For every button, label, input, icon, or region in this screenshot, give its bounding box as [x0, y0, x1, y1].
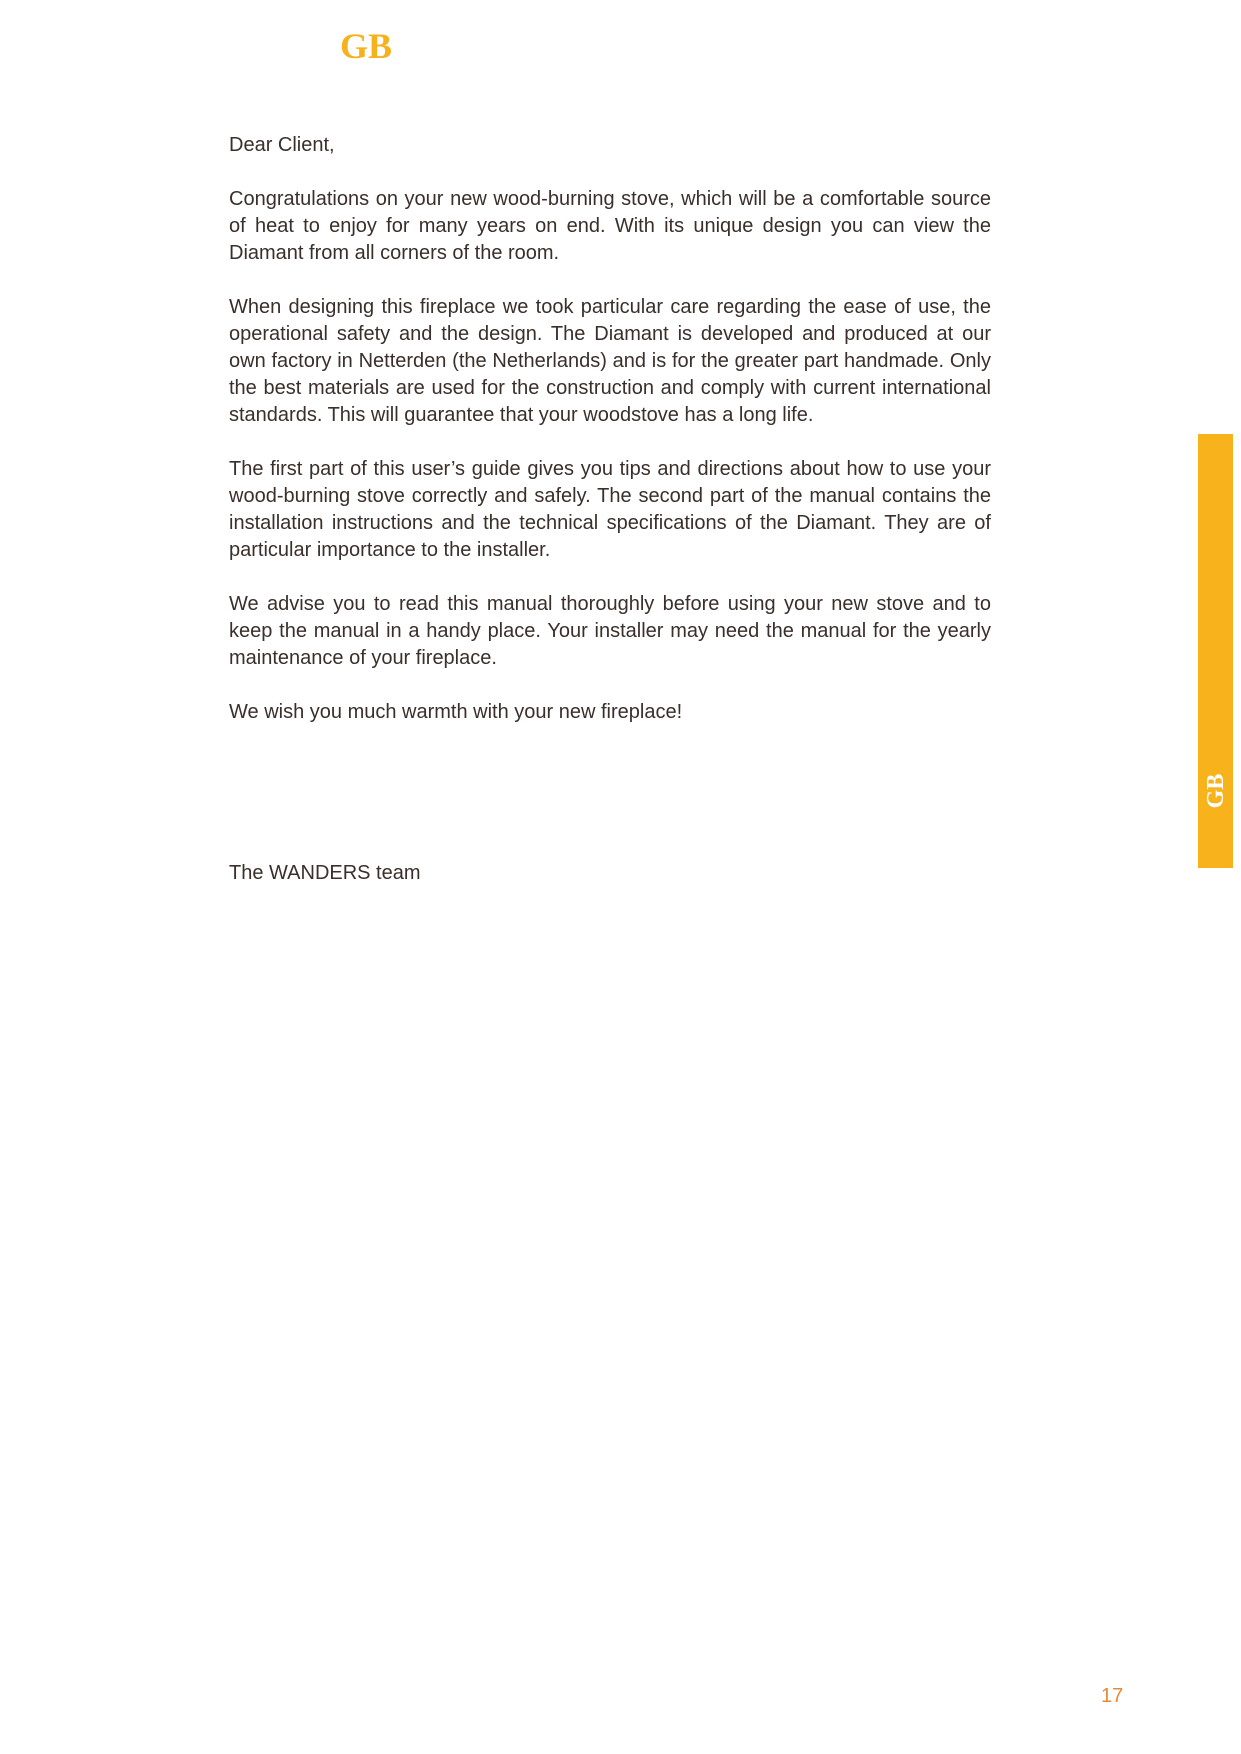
letter-body — [229, 132, 991, 753]
letter-closing: We wish you much warmth with your new fireplace! — [229, 701, 683, 723]
language-heading: GB — [340, 26, 393, 66]
letter-paragraph-design: When designing this fireplace we took particular care regarding the ease of use, the operational safety and the design. The Diamant is developed and produced at our own factory in Netterden (the Netherlands) and is for the greater part handmade. Only the best materials are used for the construction and comply with current international standards. This will guarantee that your woodstove has a long life. — [229, 296, 991, 426]
letter-signature: The WANDERS team — [229, 862, 421, 884]
language-side-tab — [1198, 434, 1233, 868]
letter-paragraph-advice: We advise you to read this manual thoroughly before using your new stove and to keep the manual in a handy place. Your installer may need the manual for the yearly maintenance of your fireplace. — [229, 593, 991, 669]
letter-salutation: Dear Client, — [229, 134, 335, 156]
letter-paragraph-intro: Congratulations on your new wood-burning stove, which will be a comfortable source of heat to enjoy for many years on end. With its unique design you can view the Diamant from all corners of the room. — [229, 188, 991, 264]
side-tab-label: GB — [1202, 773, 1229, 809]
page-number: 17 — [1101, 1685, 1124, 1707]
letter-paragraph-guide: The first part of this user’s guide gives you tips and directions about how to use your wood-burning stove correctly and safely. The second part of the manual contains the installation instructions and the technical specifications of the Diamant. They are of particular importance to the installer. — [229, 458, 991, 561]
